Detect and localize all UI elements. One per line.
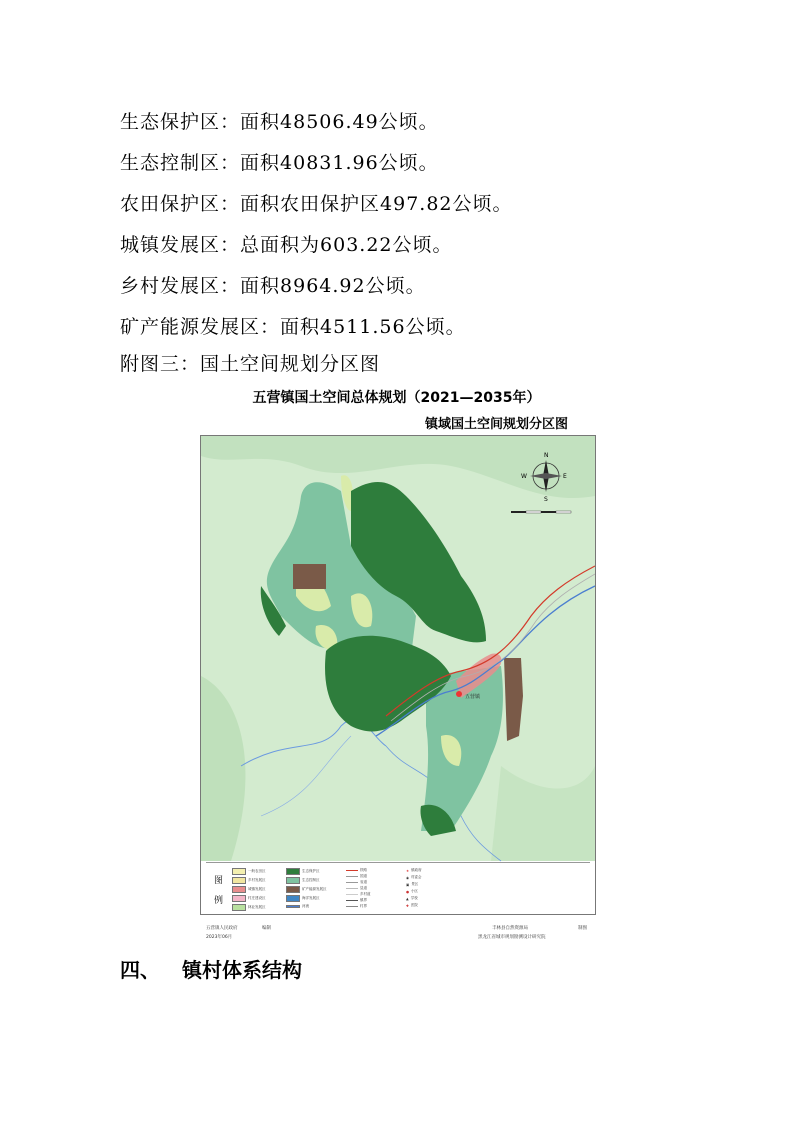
legend-line-item: [346, 874, 367, 879]
zone-line-eco-protect: [120, 107, 439, 134]
legend-label: 省道: [360, 880, 367, 884]
legend-swatch: [232, 895, 246, 902]
legend-line-item: [346, 868, 367, 873]
zone-label: 矿产能源发展区：: [120, 316, 281, 338]
legend-line-item: [346, 892, 371, 897]
legend-item: [286, 895, 320, 902]
section-title: 镇村体系结构: [182, 958, 302, 982]
legend-label: 村庄建设区: [248, 896, 266, 900]
legend-label: 景区: [411, 882, 419, 886]
legend-item: [232, 904, 266, 911]
footer-institute: 黑龙江省城市规划勘测设计研究院: [478, 935, 546, 940]
legend-label: 一般农田区: [248, 869, 266, 873]
map-subtitle: 镇域国土空间规划分区图: [425, 417, 569, 432]
compass-n: N: [544, 452, 549, 459]
zone-text: 面积农田保护区497.82公顷。: [240, 193, 513, 215]
footer-org-right: 丰林县自然资源局: [492, 926, 528, 931]
legend-line-item: [346, 904, 367, 909]
legend-label: 铁路: [360, 868, 367, 872]
compass-e: E: [563, 473, 567, 480]
dot-icon: ◉: [406, 875, 410, 880]
compass-w: W: [521, 473, 527, 480]
mineral-zone: [293, 564, 326, 589]
legend-label: 城镇发展区: [248, 887, 266, 891]
footer-date: 2023年06月: [206, 935, 233, 940]
section-number: 四、: [120, 958, 160, 982]
legend-label: 小区: [411, 889, 419, 893]
legend-item: [232, 886, 266, 893]
legend-label: 国道: [360, 874, 367, 878]
legend-swatch: [232, 904, 246, 911]
legend-swatch: [232, 877, 246, 884]
legend-swatch: [232, 886, 246, 893]
zone-line-eco-control: [120, 148, 439, 175]
legend-label: 生态保护区: [302, 869, 320, 873]
legend-label: 学校: [410, 896, 418, 900]
legend-swatch: [346, 906, 358, 907]
legend-label: 矿产能源发展区: [302, 887, 327, 891]
legend-label: 村界: [360, 904, 367, 908]
legend-item: [286, 886, 327, 893]
legend-symbol-item: [406, 889, 418, 894]
legend-line-item: [346, 880, 367, 885]
legend-symbol-item: [406, 896, 418, 901]
appendix-label: 附图三：: [120, 353, 201, 375]
zone-text: 面积48506.49公顷。: [240, 111, 439, 133]
legend-item: [286, 868, 320, 875]
legend-item: [232, 877, 266, 884]
legend-label: 县道: [360, 886, 367, 890]
zone-line-urban: [120, 230, 453, 257]
scale-bar: [511, 511, 571, 513]
footer-compile: 编制: [262, 926, 271, 931]
legend-label: 村委会: [411, 875, 422, 879]
legend-label: 乡村道: [360, 892, 371, 896]
legend-label: 林业发展区: [248, 905, 266, 909]
legend-swatch: [346, 882, 358, 883]
legend-symbol-item: [406, 903, 418, 908]
legend-label: 生态控制区: [302, 878, 320, 882]
legend-label: 海洋发展区: [302, 896, 320, 900]
legend-item: [232, 895, 266, 902]
zone-text: 面积8964.92公顷。: [240, 275, 426, 297]
legend-label: 镇界: [360, 898, 367, 902]
legend-swatch: [286, 895, 300, 902]
zone-label: 城镇发展区：: [120, 234, 241, 256]
square-icon: ▣: [406, 882, 410, 887]
marker-icon: ●: [406, 889, 410, 894]
legend-line-item: [346, 898, 367, 903]
legend-label: 乡村发展区: [248, 878, 266, 882]
legend-swatch: [286, 877, 300, 884]
school-icon: ▲: [406, 896, 409, 901]
legend-swatch: [232, 868, 246, 875]
zone-label: 生态控制区：: [120, 152, 241, 174]
star-icon: ★: [406, 868, 410, 873]
zone-line-mineral: [120, 312, 466, 339]
legend-swatch: [346, 900, 358, 901]
zone-label: 生态保护区：: [120, 111, 241, 133]
legend-swatch: [346, 888, 358, 889]
zone-line-rural: [120, 271, 426, 298]
zone-label: 农田保护区：: [120, 193, 241, 215]
legend-symbol-item: [406, 868, 422, 873]
legend-swatch: [346, 876, 358, 877]
town-label: 五营镇: [465, 694, 481, 700]
legend-item: [286, 877, 320, 884]
map-title: 五营镇国土空间总体规划（2021—2035年）: [252, 390, 541, 406]
legend-swatch: [286, 886, 300, 893]
legend-line-item: [346, 886, 367, 891]
legend-swatch: [286, 905, 300, 908]
legend-label: 镇政府: [411, 868, 422, 872]
legend-item: [232, 868, 266, 875]
town-marker-icon: [456, 691, 462, 697]
section-heading: [120, 954, 302, 983]
footer-drawn: 制图: [578, 926, 587, 931]
legend-symbol-item: [406, 882, 418, 887]
legend-swatch: [346, 870, 358, 871]
zone-label: 乡村发展区：: [120, 275, 241, 297]
legend-head-1: 图: [214, 876, 224, 886]
map-legend: [206, 862, 590, 913]
appendix-text: 国土空间规划分区图: [200, 353, 381, 375]
zone-text: 面积4511.56公顷。: [280, 316, 466, 338]
legend-label: 医院: [410, 903, 418, 907]
legend-label: 河流: [302, 904, 309, 908]
legend-item: [286, 904, 309, 909]
footer-org-left: 五营镇人民政府: [206, 926, 238, 931]
legend-head-2: 例: [214, 896, 224, 906]
legend-swatch: [286, 868, 300, 875]
zone-text: 总面积为603.22公顷。: [240, 234, 453, 256]
zoning-map: [200, 435, 596, 915]
zone-text: 面积40831.96公顷。: [240, 152, 439, 174]
legend-swatch: [346, 894, 358, 895]
zoning-map-svg: [201, 436, 595, 914]
hospital-icon: ✚: [406, 903, 409, 908]
zone-line-farmland: [120, 189, 513, 216]
legend-symbol-item: [406, 875, 422, 880]
appendix-line: [120, 349, 380, 376]
compass-s: S: [544, 496, 548, 503]
